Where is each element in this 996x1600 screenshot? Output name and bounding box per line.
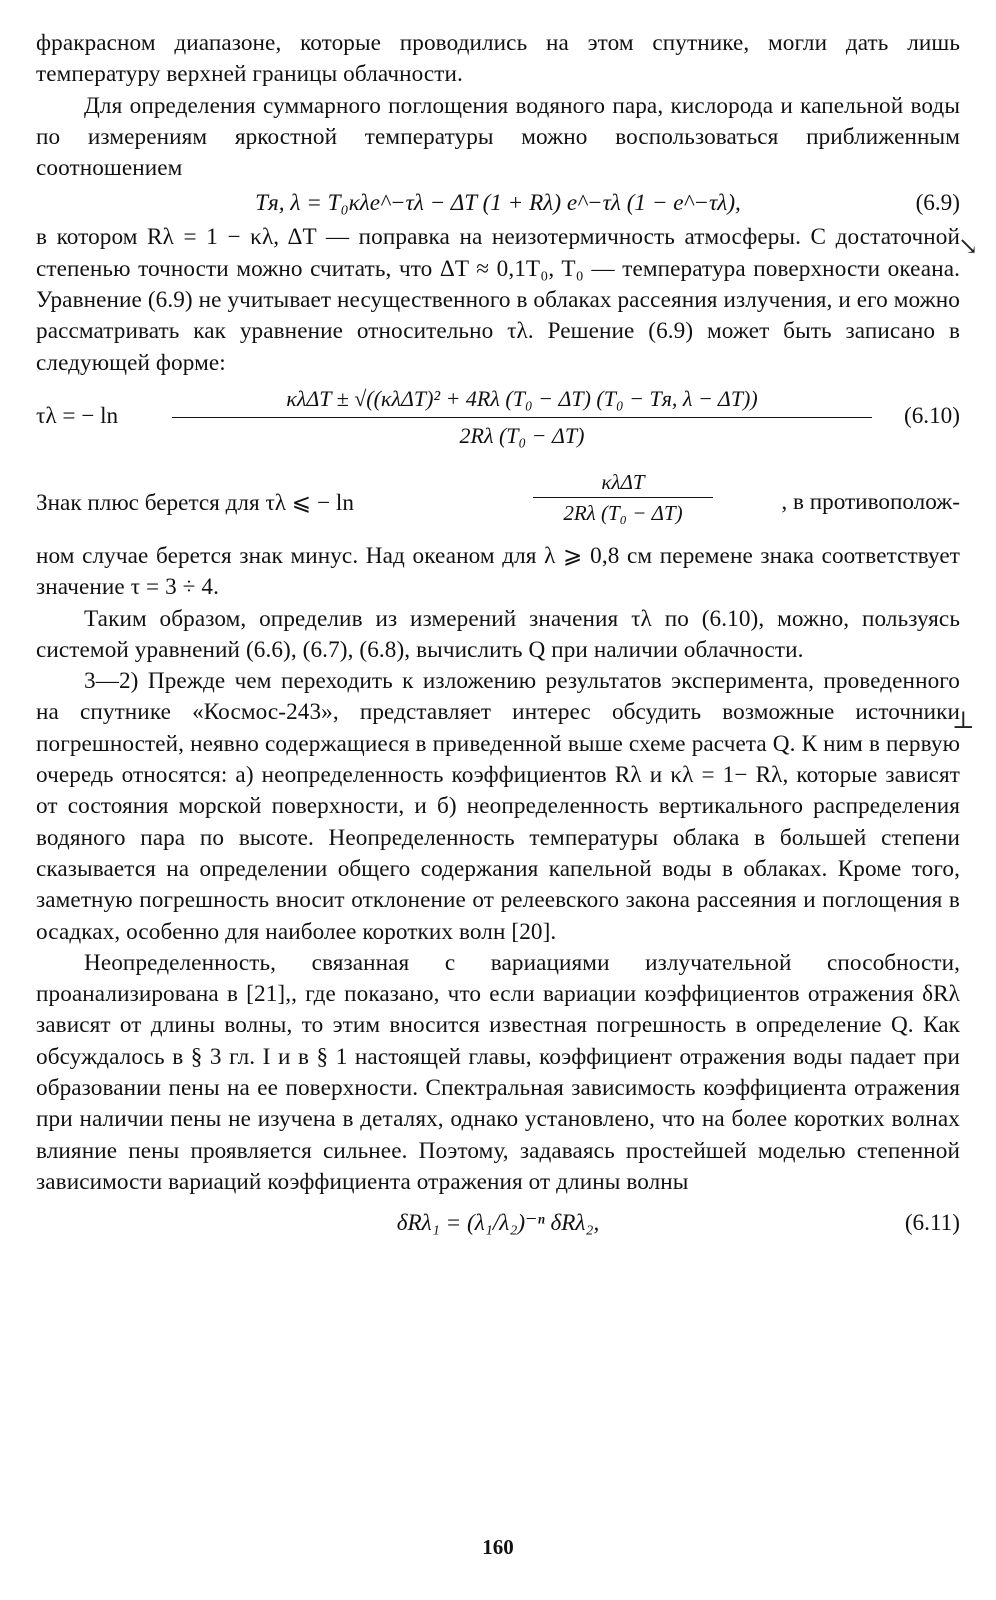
equation-6-10-numerator: κλΔT ± √((κλΔT)² + 4Rλ (T₀ − ΔT) (T₀ − Tя, λ − ΔT)) [286,385,758,411]
sign-condition-tail: , в противополож- [781,488,960,515]
paragraph-6: 3—2) Прежде чем переходить к изложению результатов эксперимента, проведенного на спутнике «Космос-243», представляет интерес обсудить возможные источники погрешностей, неявно содержащиеся в приведенной выше схеме расчета Q. К ним в первую очередь относятся: а) неопределенность коэффициентов Rλ и κλ = 1− Rλ, которые зависят от состояния морской поверхности, и б) неопределенность вертикального распределения водяного пара по высоте. Неопределенность температуры облака в большей степени сказывается на определении общего содержания капельной воды в облаках. Кроме того, заметную погрешность вносит отклонение от релеевского закона рассеяния и поглощения в осадках, особенно для наиболее коротких волн [20]. [36,668,960,945]
paragraph-4: ном случае берется знак минус. Над океаном для λ ⩾ 0,8 см перемене знака соответствует значение τ = 3 ÷ 4. [36,542,960,601]
margin-pencil-mark-icon: ↘ [958,234,979,260]
paragraph-7: Неопределенность, связанная с вариациями излучательной способности, проанализирована в [21],, где показано, что если вариации коэффициентов отражения δRλ зависят от длины волны, то этим вносится известная погрешность в определение Q. Как обсуждалось в § 3 гл. I и в § 1 настоящей главы, коэффициент отражения воды падает при образовании пены на ее поверхности. Спектральная зависимость коэффициента отражения при наличии пены не изучена в деталях, однако установлено, что на более коротких волнах влияние пены проявляется сильнее. Поэтому, задаваясь простейшей моделью степенной зависимости вариаций коэффициента отражения от длины волны [36,949,960,1195]
equation-6-10 [36,381,960,461]
sign-condition-numerator: κλΔT [601,469,645,494]
equation-6-11 [36,1204,960,1242]
equation-6-10-fraction [172,381,872,454]
sign-condition-denominator: 2Rλ (T₀ − ΔT) [533,497,713,528]
paragraph-1: фракрасном диапазоне, которые проводились на этом спутнике, могли дать лишь температуру верхней границы облачности. [36,30,960,88]
equation-6-9 [36,184,960,222]
page-body [36,28,960,1242]
page-number: 160 [482,1535,514,1559]
equation-6-11-number: (6.11) [904,1210,960,1237]
paragraph-2: Для определения суммарного поглощения водяного пара, кислорода и капельной воды по измерениям яркостной температуры можно воспользоваться приближенным соотношением [36,92,960,182]
equation-6-9-body: Tя, λ = T₀κλe^−τλ − ΔT (1 + Rλ) e^−τλ (1 − e^−τλ), [255,190,741,217]
equation-6-10-denominator: 2Rλ (T₀ − ΔT) [172,417,872,454]
sign-condition-fraction [533,467,713,528]
paragraph-3: в котором Rλ = 1 − κλ, ΔT — поправка на неизотермичность атмосферы. С достаточной степенью точности можно считать, что ΔT ≈ 0,1T₀, T₀ — температура поверхности океана. Уравнение (6.9) не учитывает несущественного в облаках рассеяния излучения, и его можно рассматривать как уравнение относительно τλ. Решение (6.9) может быть записано в следующей форме: [36,224,960,376]
equation-6-10-lhs: τλ = − ln [36,402,119,429]
sign-condition-text: Знак плюс берется для τλ ⩽ − ln [36,489,354,516]
margin-pencil-mark-icon: ⊥ [952,708,975,734]
equation-6-10-number: (6.10) [903,402,960,429]
paragraph-5: Таким образом, определив из измерений значения τλ по (6.10), можно, пользуясь системой уравнений (6.6), (6.7), (6.8), вычислить Q при наличии облачности. [36,605,960,663]
sign-condition-line [36,467,960,541]
equation-6-11-body: δRλ₁ = (λ₁/λ₂)⁻ⁿ δRλ₂, [396,1210,600,1237]
equation-6-9-number: (6.9) [915,190,960,217]
